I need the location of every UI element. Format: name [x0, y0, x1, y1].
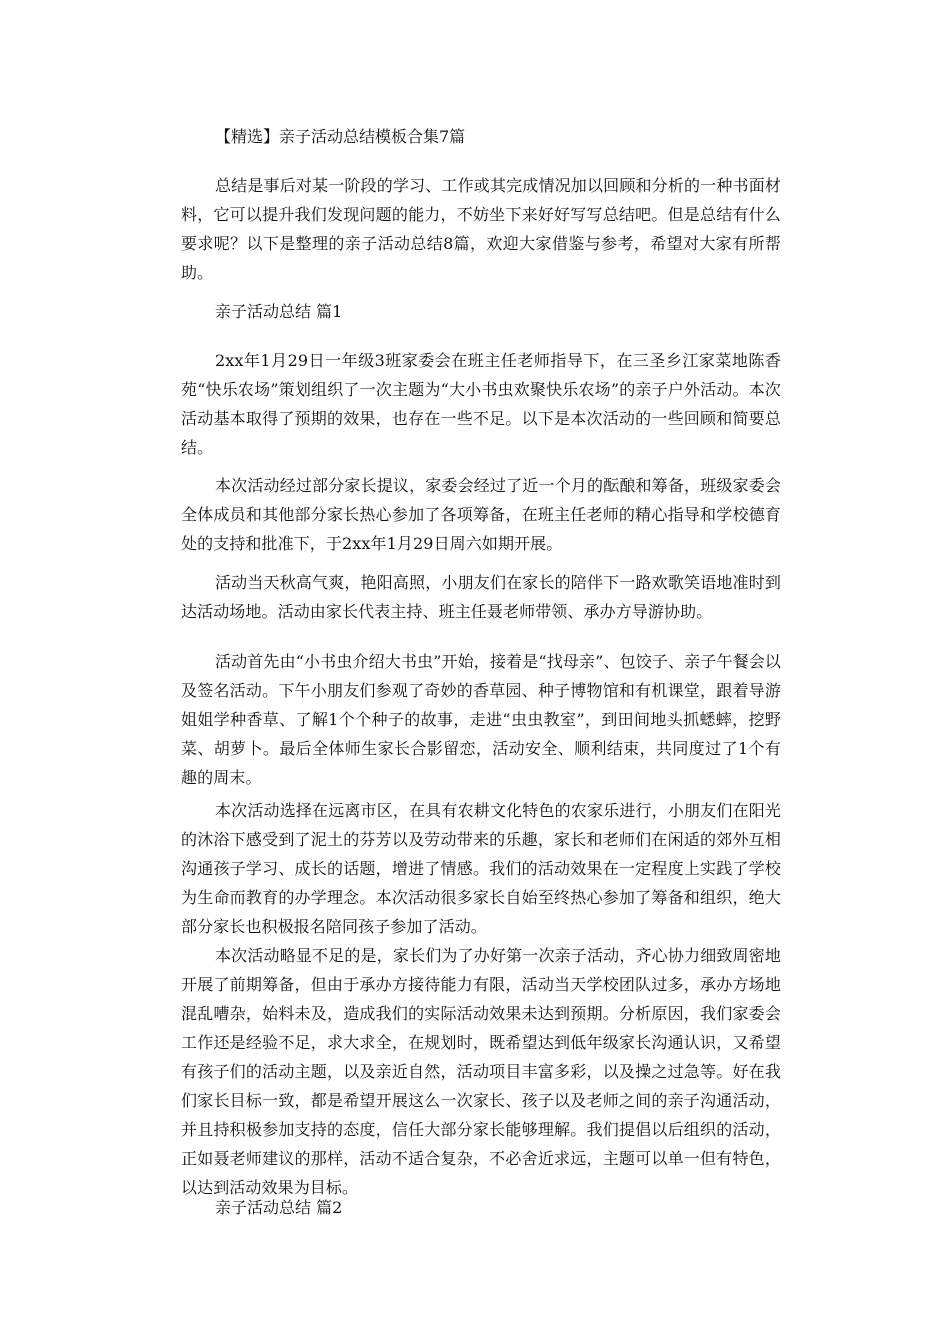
section-1-heading: 亲子活动总结 篇1: [215, 302, 343, 321]
section-1-paragraph-2: 本次活动经过部分家长提议，家委会经过了近一个月的酝酿和筹备，班级家委会全体成员和其他部分家长热心参加了各项筹备，在班主任老师的精心指导和学校德育处的支持和批准下，于2xx年1月29日周六如期开展。: [181, 476, 781, 553]
section-2-heading: 亲子活动总结 篇2: [215, 1198, 343, 1217]
intro-paragraph: 总结是事后对某一阶段的学习、工作或其完成情况加以回顾和分析的一种书面材料，它可以提升我们发现问题的能力，不妨坐下来好好写写总结吧。但是总结有什么要求呢？以下是整理的亲子活动总结8篇，欢迎大家借鉴与参考，希望对大家有所帮助。: [181, 176, 781, 282]
section-1-paragraph-3: 活动当天秋高气爽，艳阳高照，小朋友们在家长的陪伴下一路欢歌笑语地准时到达活动场地。活动由家长代表主持、班主任聂老师带领、承办方导游协助。: [181, 573, 781, 621]
section-1-paragraph-6: 本次活动略显不足的是，家长们为了办好第一次亲子活动，齐心协力细致周密地开展了前期筹备，但由于承办方接待能力有限，活动当天学校团队过多，承办方场地混乱嘈杂，始料未及，造成我们的实际活动效果未达到预期。分析原因，我们家委会工作还是经验不足，求大求全，在规划时，既希望达到低年级家长沟通认识，又希望有孩子们的活动主题，以及亲近自然，活动项目丰富多彩，以及操之过急等。好在我们家长目标一致，都是希望开展这么一次家长、孩子以及老师之间的亲子沟通活动，并且持积极参加支持的态度，信任大部分家长能够理解。我们提倡以后组织的活动，正如聂老师建议的那样，活动不适合复杂，不必舍近求远，主题可以单一但有特色，以达到活动效果为目标。: [181, 946, 781, 1197]
section-1-paragraph-4: 活动首先由“小书虫介绍大书虫”开始，接着是“找母亲”、包饺子、亲子午餐会以及签名活动。下午小朋友们参观了奇妙的香草园、种子博物馆和有机课堂，跟着导游姐姐学种香草、了解1个个种子的故事，走进“虫虫教室”，到田间地头抓蟋蟀，挖野菜、胡萝卜。最后全体师生家长合影留恋，活动安全、顺利结束，共同度过了1个有趣的周末。: [181, 652, 781, 787]
section-1-paragraph-1: 2xx年1月29日一年级3班家委会在班主任老师指导下，在三圣乡江家菜地陈香苑“快乐农场”策划组织了一次主题为“大小书虫欢聚快乐农场”的亲子户外活动。本次活动基本取得了预期的效果，也存在一些不足。以下是本次活动的一些回顾和简要总结。: [181, 351, 781, 457]
section-1-paragraph-5: 本次活动选择在远离市区，在具有农耕文化特色的农家乐进行，小朋友们在阳光的沐浴下感受到了泥土的芬芳以及劳动带来的乐趣，家长和老师们在闲适的郊外互相沟通孩子学习、成长的话题，增进了情感。我们的活动效果在一定程度上实践了学校为生命而教育的办学理念。本次活动很多家长自始至终热心参加了筹备和组织，绝大部分家长也积极报名陪同孩子参加了活动。: [181, 801, 781, 936]
document-title: 【精选】亲子活动总结模板合集7篇: [215, 127, 466, 146]
